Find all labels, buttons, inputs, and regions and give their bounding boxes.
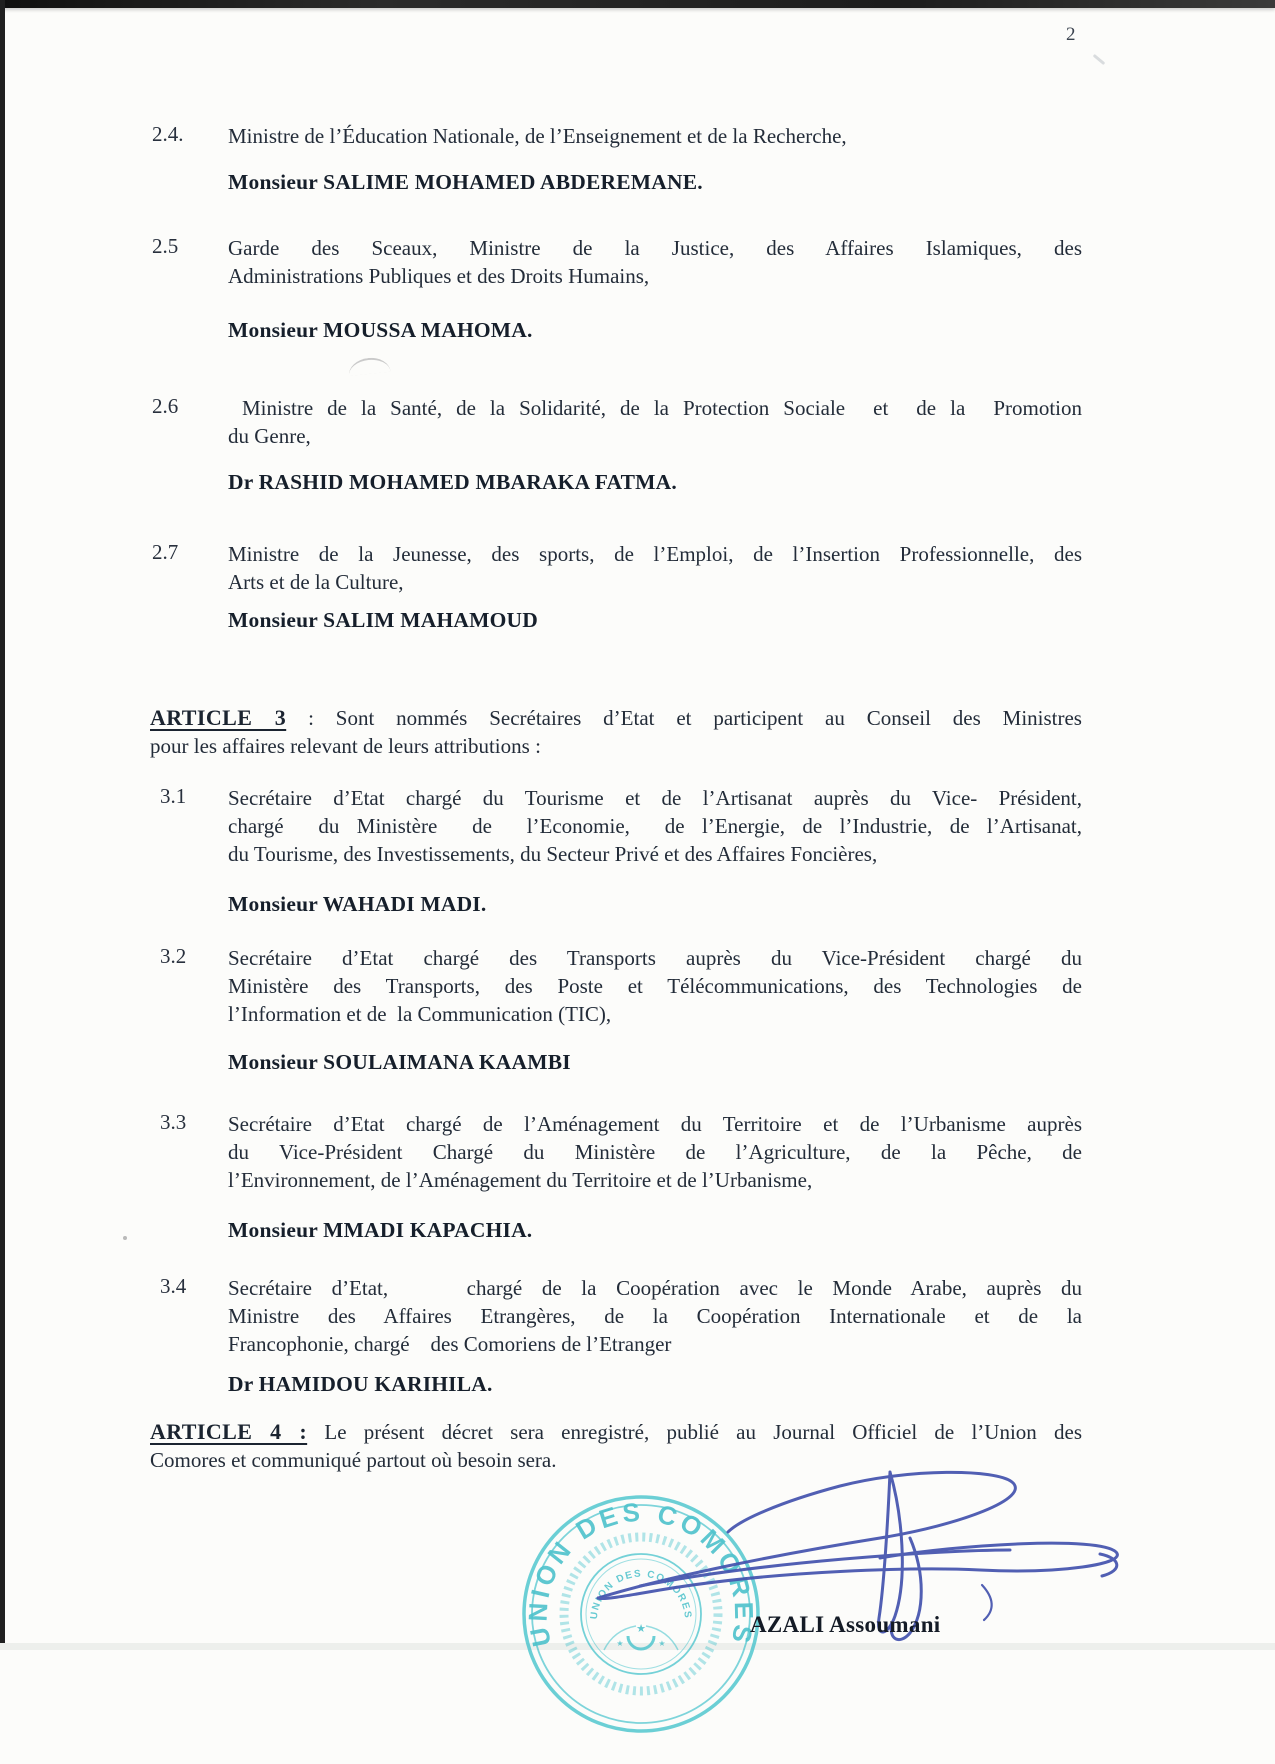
item-text: Ministre de la Santé, de la Solidarité, de la Protection Sociale et de la Promotion [228,396,1082,420]
person-name: Dr RASHID MOHAMED MBARAKA FATMA. [228,470,677,494]
signature-flourish [982,1585,992,1620]
scan-smudge [1093,54,1106,65]
item-text: l’Information et de la Communication (TIC), [228,1002,612,1026]
person-name: Monsieur WAHADI MADI. [228,892,487,916]
article-separator [307,1420,324,1444]
item-number: 2.7 [152,540,179,564]
stamp-outer-text: UNION DES COMORES [522,1496,760,1650]
item-text: Secrétaire d’Etat chargé des Transports auprès du Vice-Président chargé du [228,946,1082,970]
signature-stroke [598,1472,1015,1598]
article-3 [150,704,1082,760]
stamp-star-icon: ★ [616,1639,624,1648]
item-number: 2.5 [152,234,179,258]
person-name: Dr HAMIDOU KARIHILA. [228,1372,493,1396]
article-text: pour les affaires relevant de leurs attributions : [150,734,541,758]
item-text: Ministre de l’Éducation Nationale, de l’Enseignement et de la Recherche, [228,124,847,148]
signatory-name: AZALI Assoumani [750,1612,941,1637]
scan-pencil-mark [347,356,390,376]
list-item-3-2 [0,944,1090,1028]
scan-dot [123,1236,127,1240]
item-text: l’Environnement, de l’Aménagement du Territoire et de l’Urbanisme, [228,1168,813,1192]
item-number: 2.6 [152,394,179,418]
signature-stroke [598,1543,1117,1598]
stamp-inner-text: UNION DES COMORES [588,1568,694,1620]
person-name: Monsieur SALIME MOHAMED ABDEREMANE. [228,170,703,194]
item-text: Secrétaire d’Etat chargé de l’Aménagement du Territoire et de l’Urbanisme auprès [228,1112,1082,1136]
scan-edge-top [0,0,1275,8]
person-name: Monsieur SOULAIMANA KAAMBI [228,1050,571,1074]
item-number: 2.4. [152,122,184,146]
list-item-3-1 [0,784,1090,868]
item-text: Ministère des Transports, des Poste et Télécommunications, des Technologies de [228,974,1082,998]
list-item-2-7 [0,540,1090,596]
article-line [150,1418,1082,1446]
person-name: Monsieur MOUSSA MAHOMA. [228,318,533,342]
item-text: du Genre, [228,424,311,448]
item-text: du Vice-Président Chargé du Ministère de l’Agriculture, de la Pêche, de [228,1140,1082,1164]
item-number: 3.1 [160,784,187,808]
item-text: Garde des Sceaux, Ministre de la Justice, des Affaires Islamiques, des [228,236,1082,260]
list-item-3-4 [0,1274,1090,1358]
article-text: Comores et communiqué partout où besoin sera. [150,1448,557,1472]
person-name: Monsieur MMADI KAPACHIA. [228,1218,533,1242]
article-line [150,704,1082,732]
article-4-heading: ARTICLE 4 : [150,1419,308,1444]
article-separator: : [286,706,336,730]
list-item-2-4 [0,122,1090,150]
item-text: Arts et de la Culture, [228,570,404,594]
article-3-heading: ARTICLE 3 [150,705,287,730]
list-item-2-5 [0,234,1090,290]
item-text: Ministre des Affaires Etrangères, de la Coopération Internationale et de la [228,1304,1082,1328]
article-text: Le présent décret sera enregistré, publié au Journal Officiel de l’Union des [324,1420,1083,1444]
list-item-3-3 [0,1110,1090,1194]
item-text: Ministre de la Jeunesse, des sports, de l’Emploi, de l’Insertion Professionnelle, des [228,542,1082,566]
item-text: Secrétaire d’Etat, chargé de la Coopération avec le Monde Arabe, auprès du [228,1276,1082,1300]
person-name: Monsieur SALIM MAHAMOUD [228,608,538,632]
item-text: du Tourisme, des Investissements, du Secteur Privé et des Affaires Foncières, [228,842,878,866]
item-text: Secrétaire d’Etat chargé du Tourisme et de l’Artisanat auprès du Vice- Président, [228,786,1082,810]
item-number: 3.2 [160,944,187,968]
list-item-2-6 [0,394,1090,450]
item-text: chargé du Ministère de l’Economie, de l’Energie, de l’Industrie, de l’Artisanat, [228,814,1082,838]
item-number: 3.4 [160,1274,187,1298]
signature-stroke [879,1472,903,1632]
item-text: Francophonie, chargé des Comoriens de l’Etranger [228,1332,672,1356]
article-text: Sont nommés Secrétaires d’Etat et participent au Conseil des Ministres [335,706,1082,730]
page-number: 2 [1066,24,1076,45]
stamp-star-icon: ★ [658,1639,666,1648]
item-number: 3.3 [160,1110,187,1134]
stamp-star-icon: ★ [636,1623,646,1635]
item-text: Administrations Publiques et des Droits Humains, [228,264,650,288]
